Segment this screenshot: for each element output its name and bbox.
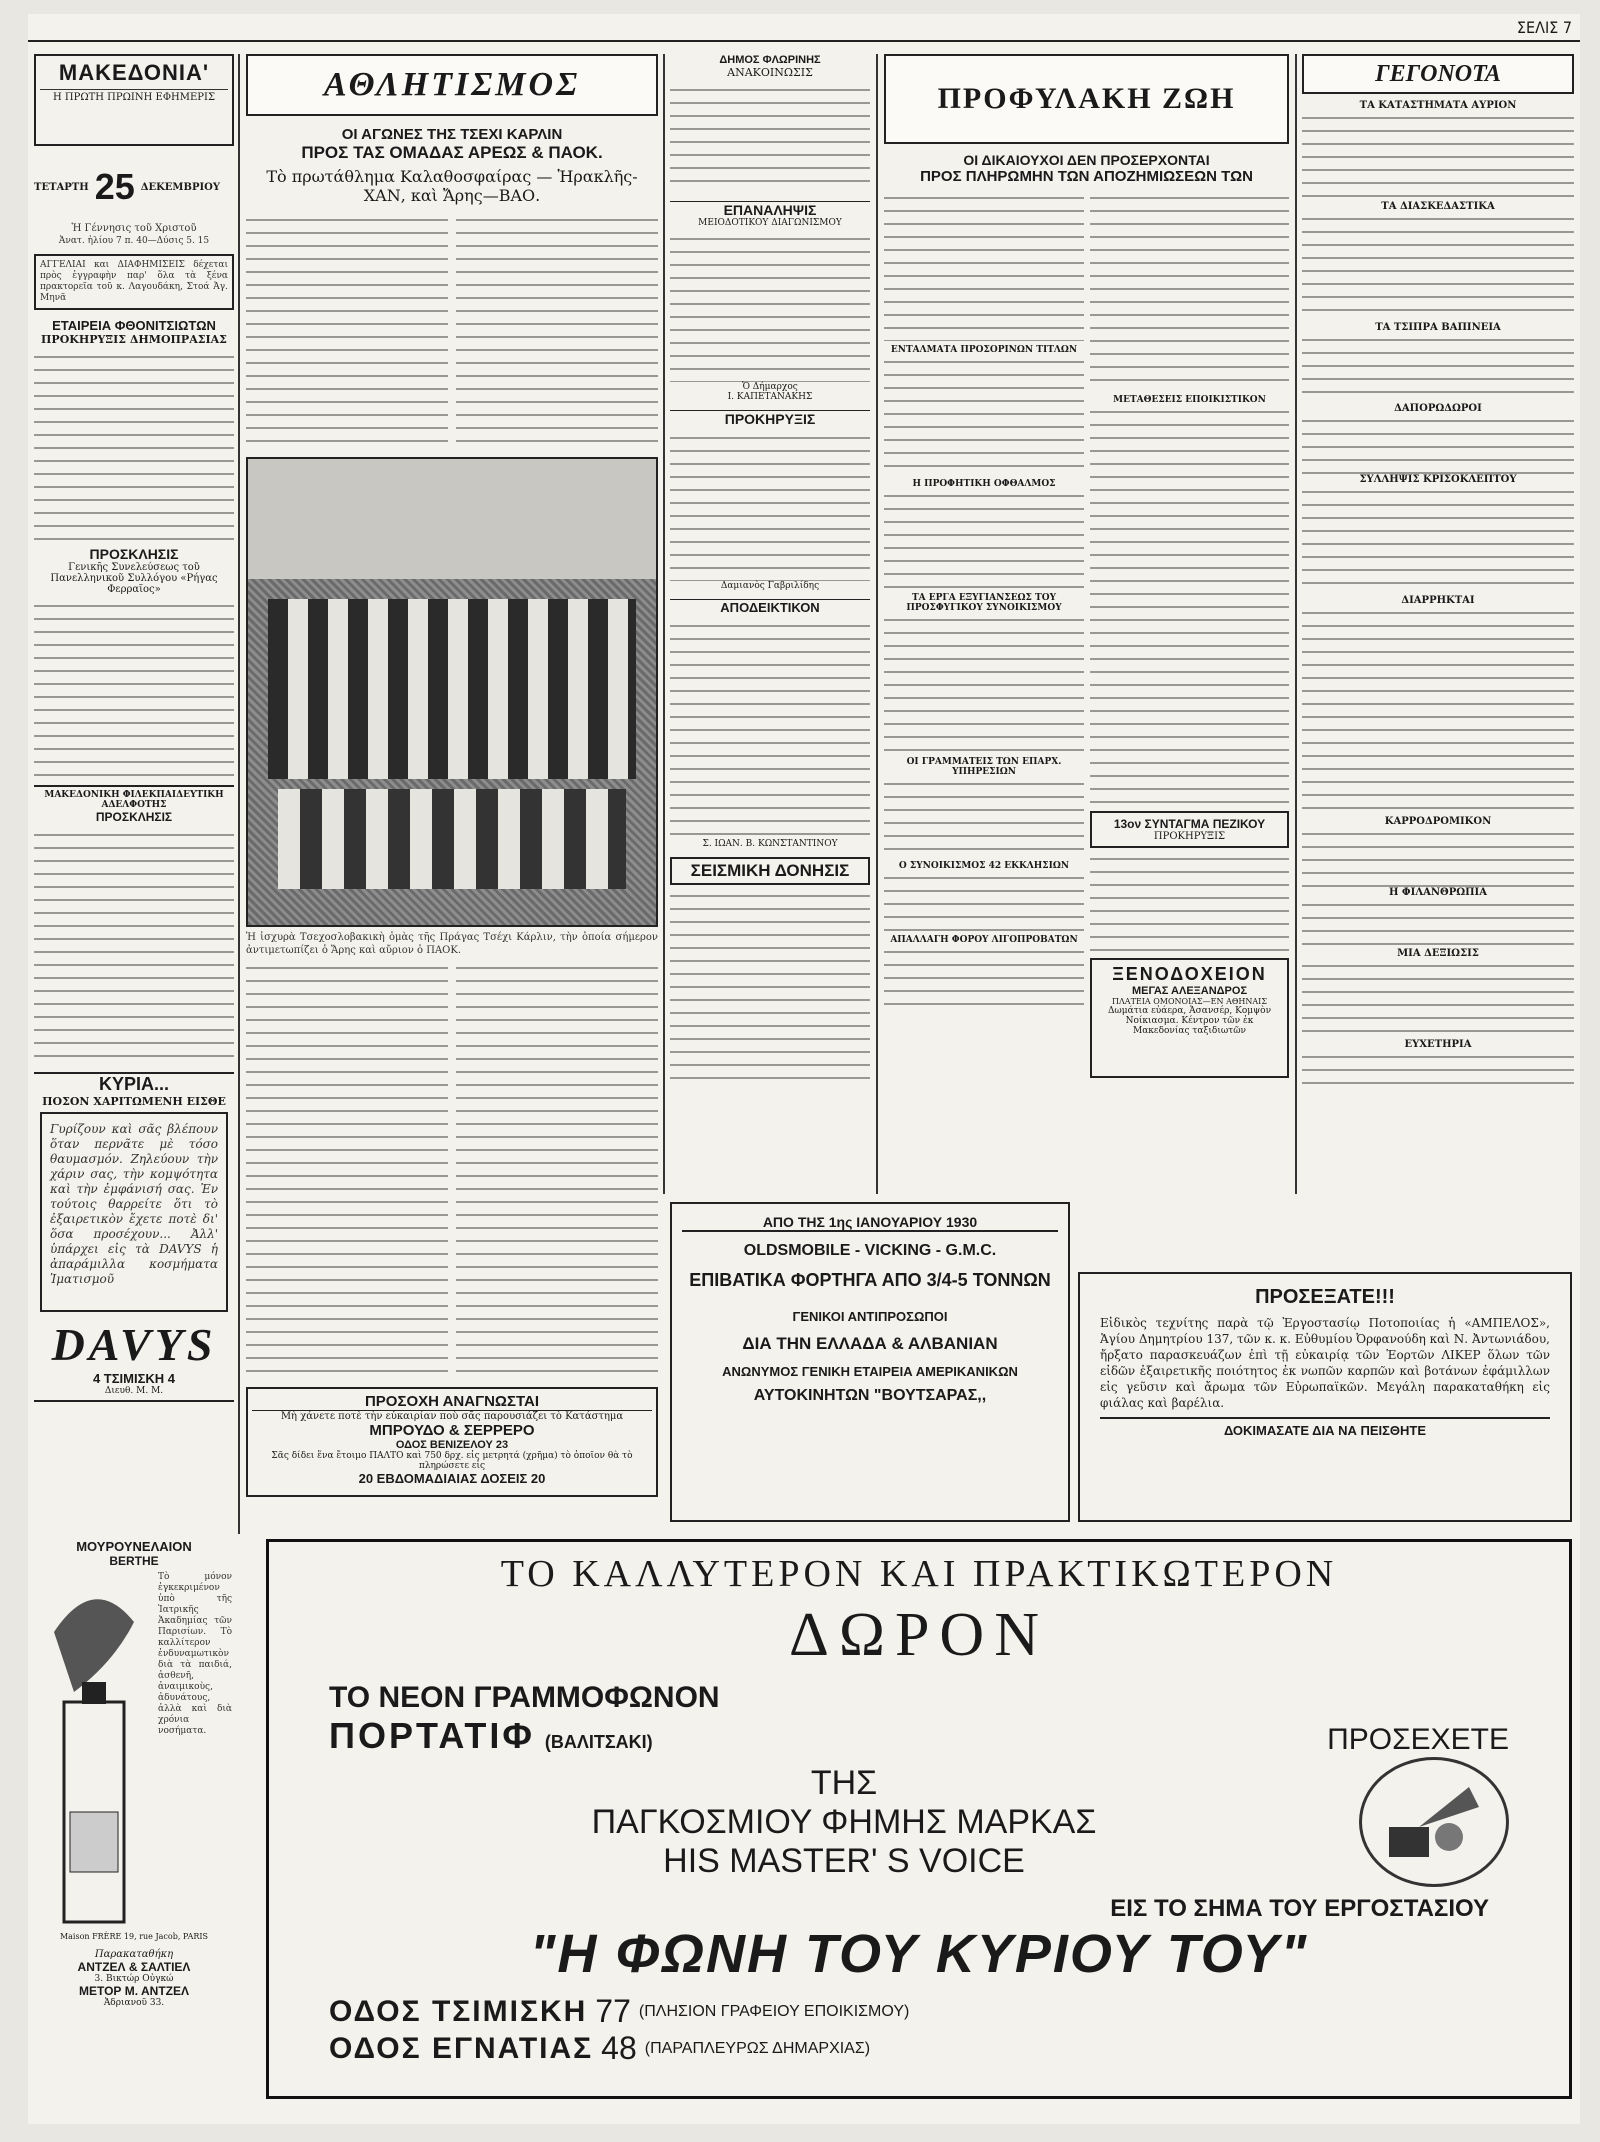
section-heading: ΜΑΚΕΔΟΝΙΚΗ ΦΙΛΕΚΠΑΙΔΕΥΤΙΚΗ ΑΔΕΛΦΟΤΗΣ	[34, 785, 234, 810]
ad-address-1-number: 77	[595, 1993, 631, 2029]
profylaki-banner	[884, 54, 1289, 144]
cars-ad-brands: OLDSMOBILE - VICKING - G.M.C.	[743, 1242, 997, 1259]
article-text	[884, 871, 1084, 931]
signature: Σ. ΙΩΑΝ. Β. ΚΩΝΣΤΑΝΤΙΝΟΥ	[702, 839, 838, 849]
article-text	[884, 489, 1084, 589]
berthe-ad	[34, 1539, 234, 2099]
subheading: ΔΑΠΟΡΩΔΩΡΟΙ	[1394, 403, 1482, 414]
article-text	[1090, 405, 1289, 805]
article-text	[1302, 414, 1574, 474]
subheading: ΔΙΑΡΡΗΚΤΑΙ	[1401, 595, 1475, 606]
ad-portatif: ΠΟΡΤΑΤΙΦ	[329, 1715, 535, 1756]
subheading: ΣΥΛΛΗΨΙΣ ΚΡΙΣΟΚΛΕΠΤΟΥ	[1359, 474, 1517, 485]
hotel-address: ΠΛΑΤΕΙΑ ΟΜΟΝΟΙΑΣ—ΕΝ ΑΘΗΝΑΙΣ	[1112, 997, 1267, 1006]
article-text	[884, 355, 1084, 475]
hotel-ad	[1090, 958, 1289, 1078]
subheading: ΕΝΤΑΛΜΑΤΑ ΠΡΟΣΟΡΙΝΩΝ ΤΙΤΛΩΝ	[890, 345, 1078, 355]
signature: Δαμιανὸς Γαβριλίδης	[720, 581, 820, 591]
subheading: Η ΦΙΛΑΝΘΡΩΠΙΑ	[1389, 887, 1487, 898]
section-subheading: ΠΡΟΣΚΛΗΣΙΣ	[95, 810, 173, 824]
section-heading: ΔΗΜΟΣ ΦΛΩΡΙΝΗΣ	[719, 54, 821, 66]
cars-ad-company-name: ΑΥΤΟΚΙΝΗΤΩΝ "ΒΟΥΤΣΑΡΑΣ,,	[753, 1387, 987, 1404]
section-subheading: Γενικῆς Συνελεύσεως τοῦ Πανελληνικοῦ Συλλόγου «Ρήγας Φερραῖος»	[50, 562, 218, 595]
subheading: ΤΑ ΚΑΤΑΣΤΗΜΑΤΑ ΑΥΡΙΟΝ	[1359, 100, 1517, 111]
article-text	[1090, 852, 1289, 952]
column-5	[1302, 54, 1574, 1090]
berthe-title: ΜΟΥΡΟΥΝΕΛΑΙΟΝ	[76, 1539, 192, 1554]
article-text	[456, 213, 658, 453]
top-rule	[28, 40, 1580, 42]
date-sun: Ἀνατ. ἡλίου 7 π. 40—Δύσις 5. 15	[58, 236, 210, 246]
hmv-logo-icon	[1359, 1757, 1509, 1887]
ad-hmv: HIS MASTER' S VOICE	[663, 1841, 1025, 1880]
article-text	[34, 599, 234, 779]
sports-banner	[246, 54, 658, 116]
column-4	[884, 54, 1289, 1078]
depot-address-1: 3. Βικτώρ Οὐγκώ	[94, 1974, 174, 1984]
gegonota-banner	[1302, 54, 1574, 94]
cars-ad-types: ΕΠΙΒΑΤΙΚΑ ΦΟΡΤΗΓΑ ΑΠΟ 3/4-5 ΤΟΝΝΩΝ	[689, 1270, 1051, 1290]
kyria-heading: ΚΥΡΙΑ...	[34, 1072, 234, 1095]
ad-address-2-number: 48	[601, 2030, 637, 2066]
section-heading: ΣΕΙΣΜΙΚΗ ΔΟΝΗΣΙΣ	[670, 857, 870, 885]
headline: ΠΡΟΣ ΤΑΣ ΟΜΑΔΑΣ ΑΡΕΩΣ & ΠΑΟΚ.	[301, 143, 603, 162]
ad-tagline: ΤΟ ΚΑΛΛΥΤΕΡΟΝ ΚΑΙ ΠΡΑΚΤΙΚΩΤΕΡΟΝ	[500, 1553, 1338, 1595]
section-subheading: ΠΡΟΚΗΡΥΞΙΣ ΔΗΜΟΠΡΑΣΙΑΣ	[41, 333, 227, 346]
liquor-ad	[1078, 1272, 1572, 1522]
cars-ad-reps: ΓΕΝΙΚΟΙ ΑΝΤΙΠΡΟΣΩΠΟΙ	[792, 1309, 948, 1324]
subheading: ΜΙΑ ΔΕΞΙΩΣΙΣ	[1397, 948, 1479, 959]
article-text	[884, 613, 1084, 753]
berthe-text: Τὸ μόνον ἐγκεκριμένον ὑπὸ τῆς Ἰατρικῆς Ἀκαδημίας τῶν Παρισίων. Τὸ καλλίτερον ἐνδυναμωτικὸν διὰ τὰ παιδιά, ἀσθενῆ, ἀναιμικοὺς, ἀδυνάτους, ἀλλὰ καὶ διὰ χρόνια νοσήματα.	[158, 1572, 232, 1736]
davys-address: 4 ΤΣΙΜΙΣΚΗ 4	[92, 1371, 176, 1386]
sports-banner-title: ΑΘΛΗΤΙΣΜΟΣ	[323, 66, 581, 103]
depot-name-2: ΜΕΤΟΡ Μ. ΑΝΤΖΕΛ	[78, 1984, 189, 1998]
column-rule	[1295, 54, 1297, 1194]
article-text	[670, 83, 870, 193]
subheading: Η ΠΡΟΦΗΤΙΚΗ ΟΦΘΑΛΜΟΣ	[912, 479, 1056, 489]
notice-line: Σᾶς δίδει ἕνα ἔτοιμο ΠΑΛΤΟ καὶ 750 δρχ. εἰς μετρητά (χρῆμα) τὸ ὁποῖον θὰ τὸ πληρώσετε εἰς	[271, 1451, 633, 1471]
hotel-name: ΜΕΓΑΣ ΑΛΕΞΑΝΔΡΟΣ	[1131, 985, 1248, 997]
masthead-box	[34, 54, 234, 146]
section-heading: ΕΤΑΙΡΕΙΑ ΦΘΟΝΙΤΣΙΩΤΩΝ	[52, 318, 216, 333]
masthead-title: ΜΑΚΕΔΟΝΙΑ'	[58, 60, 210, 85]
column-rule	[876, 54, 878, 1194]
article-text	[1302, 827, 1574, 887]
choir-subtitle: ΠΡΟΚΗΡΥΞΙΣ	[1153, 831, 1226, 842]
depot-name-1: ΑΝΤΖΕΛ & ΣΑΛΤΙΕΛ	[77, 1960, 191, 1974]
article-text	[1302, 959, 1574, 1039]
fish-bottle-icon	[34, 1572, 154, 1932]
notice-address: ΟΔΟΣ ΒΕΝΙΖΕΛΟΥ 23	[395, 1439, 509, 1451]
article-text	[246, 213, 448, 453]
article-text	[246, 961, 448, 1381]
date-feast: Ἡ Γέννησις τοῦ Χριστοῦ	[71, 223, 197, 234]
notice-title: ΠΡΟΣΟΧΗ ΑΝΑΓΝΩΣΤΑΙ	[252, 1393, 652, 1411]
article-text	[1302, 111, 1574, 201]
choir-title: 13ον ΣΥΝΤΑΓΜΑ ΠΕΖΙΚΟΥ	[1113, 817, 1266, 831]
depot-address-2: Ἀδριανοῦ 33.	[103, 1998, 165, 2008]
subheading: Ο ΣΥΝΟΙΚΙΣΜΟΣ 42 ΕΚΚΛΗΣΙΩΝ	[898, 861, 1070, 871]
section-heading: ΕΠΑΝΑΛΗΨΙΣ	[670, 201, 870, 218]
team-photo	[246, 457, 658, 927]
gegonota-title: ΓΕΓΟΝΟΤΑ	[1375, 60, 1501, 87]
section-heading: ΑΠΟΔΕΙΚΤΙΚΟΝ	[670, 599, 870, 615]
article-text	[670, 619, 870, 839]
profylaki-title: ΠΡΟΦΥΛΑΚΗ ΖΩΗ	[937, 82, 1236, 115]
section-heading: ΠΡΟΣΚΛΗΣΙΣ	[89, 546, 179, 562]
article-text	[1302, 606, 1574, 816]
newspaper-page	[28, 14, 1580, 2124]
liquor-ad-title: ΠΡΟΣΕΞΑΤΕ!!!	[1255, 1286, 1395, 1308]
ad-tis: ΤΗΣ	[810, 1763, 878, 1802]
article-text	[884, 191, 1084, 341]
gramophone-ad	[266, 1539, 1572, 2099]
article-text	[1090, 191, 1289, 391]
kyria-subheading: ΠΟΣΟΝ ΧΑΡΙΤΩΜΕΝΗ ΕΙΣΘΕ	[42, 1095, 226, 1108]
article-text	[670, 889, 870, 1089]
date-day: 25	[94, 166, 135, 207]
article-text	[670, 232, 870, 382]
cars-ad-region: ΔΙΑ ΤΗΝ ΕΛΛΑΔΑ & ΑΛΒΑΝΙΑΝ	[742, 1334, 998, 1353]
photo-caption: Ἡ ἰσχυρὰ Τσεχοσλοβακικὴ ὁμὰς τῆς Πράγας Τσέχι Κάρλιν, τὴν ὁποία σήμερον ἀντιμετωπίζει ὁ Ἄρης καὶ αὔριον ὁ ΠΑΟΚ.	[246, 932, 658, 956]
ad-valitsaki: (ΒΑΛΙΤΣΑΚΙ)	[544, 1732, 653, 1752]
signature: Ι. ΚΑΠΕΤΑΝΑΚΗΣ	[727, 392, 813, 402]
article-text	[884, 945, 1084, 1005]
subheading: ΤΑ ΤΣΙΠΡΑ ΒΑΠΙΝΕΙΑ	[1375, 322, 1501, 333]
berthe-maker: Maison FRÈRE 19, rue Jacob, PARIS	[59, 1932, 209, 1941]
article-text	[34, 828, 234, 1068]
ad-address-2-note: (ΠΑΡΑΠΛΕΥΡΩΣ ΔΗΜΑΡΧΙΑΣ)	[644, 2039, 871, 2057]
ad-pagkosmiou: ΠΑΓΚΟΣΜΙΟΥ ΦΗΜΗΣ ΜΑΡΚΑΣ	[591, 1802, 1097, 1841]
column-rule	[238, 54, 240, 1534]
headline: ΟΙ ΑΓΩΝΕΣ ΤΗΣ ΤΣΕΧΙ ΚΑΡΛΙΝ	[341, 126, 563, 143]
kyria-text: Γυρίζουν καὶ σᾶς βλέπουν ὅταν περνᾶτε μὲ τόσο θαυμασμόν. Ζηλεύουν τὴν χάριν σας, τὴν κομψότητα καὶ τὴν ἐμφάνισή σας. Ἐν τούτοις θαρρείτε ὅτι τὸ ἐξαιρετικὸν ἔχετε ποτὲ δι' ὅσα προσέχουν... Ἀλλ' ὑπάρχει εἰς τὰ DAVYS ἡ ἀπαράμιλλα κοσμήματα Ἰματισμοῦ	[40, 1112, 228, 1312]
headline: ΟΙ ΔΙΚΑΙΟΥΧΟΙ ΔΕΝ ΠΡΟΣΕΡΧΟΝΤΑΙ	[963, 152, 1210, 168]
cars-ad-date: ΑΠΟ ΤΗΣ 1ης ΙΑΝΟΥΑΡΙΟΥ 1930	[682, 1214, 1058, 1232]
article-text	[1302, 485, 1574, 595]
column-3	[670, 54, 870, 1089]
hotel-text: Δωμάτια εὐάερα, Ἀσανσέρ, Κομψὸν Νοίκιασμα. Κέντρον τῶν ἐκ Μακεδονίας ταξιδιωτῶν	[1107, 1006, 1272, 1036]
liquor-ad-text: Εἰδικὸς τεχνίτης παρὰ τῷ Ἐργοστασίῳ Ποτοποιίας ἡ «ΑΜΠΕΛΟΣ», Ἁγίου Δημητρίου 137, τῶν κ. κ. Εὐθυμίου Ὀρφανούδη καὶ Ν. Ἀντωνιάδου, ἤρξατο παρασκευάζων ἐπὶ τῇ εὐκαιρίᾳ τῶν Ἑορτῶν ΛΙΚΕΡ ὅλων τῶν εἰδῶν ἐξαιρετικῆς ποιότητος ἐκ νωπῶν καρπῶν καὶ βοτάνων ἐφάμιλλων εἰς γεῦσιν καὶ ἄρωμα τῶν Εὐρωπαϊκῶν. Μεγάλη παρακαταθήκη εἰς φιάλας καὶ βαρέλια.	[1100, 1316, 1550, 1410]
liquor-ad-cta: ΔΟΚΙΜΑΣΑΤΕ ΔΙΑ ΝΑ ΠΕΙΣΘΗΤΕ	[1100, 1417, 1550, 1438]
column-rule	[663, 54, 665, 1194]
ad-doron: ΔΩΡΟΝ	[789, 1601, 1049, 1669]
ad-address-1: ΟΔΟΣ ΤΣΙΜΙΣΚΗ	[329, 1994, 588, 2028]
subheading: ΚΑΡΡΟΔΡΟΜΙΚΟΝ	[1384, 816, 1492, 827]
subheading: ΜΕΤΑΘΕΣΕΙΣ ΕΠΟΙΚΙΣΤΙΚΟΝ	[1113, 395, 1266, 405]
notice-brand: ΜΠΡΟΥΔΟ & ΣΕΡΡΕΡΟ	[369, 1422, 535, 1439]
masthead-subtitle: Η ΠΡΩΤΗ ΠΡΩΙΝΗ ΕΦΗΜΕΡΙΣ	[40, 89, 228, 103]
subheading: ΕΥΧΕΤΗΡΙΑ	[1404, 1039, 1472, 1050]
cars-ad-company: ΑΝΩΝΥΜΟΣ ΓΕΝΙΚΗ ΕΤΑΙΡΕΙΑ ΑΜΕΡΙΚΑΝΙΚΩΝ	[722, 1364, 1018, 1379]
hotel-title: ΞΕΝΟΔΟΧΕΙΟΝ	[1112, 964, 1267, 984]
notice-installments: 20 ΕΒΔΟΜΑΔΙΑΙΑΣ ΔΟΣΕΙΣ 20	[358, 1471, 546, 1486]
choir-box	[1090, 811, 1289, 848]
column-2	[246, 54, 658, 1497]
ads-notice: ΑΓΓΕΛΙΑΙ και ΔΙΑΦΗΜΙΣΕΙΣ δέχεται πρὸς ἐγγραφὴν παρ' ὅλα τὰ ξένα πρακτορεῖα τοῦ κ. Λαγουδάκη, Στοά Ἀγ. Μηνᾶ	[34, 254, 234, 310]
subheading: ΤΑ ΔΙΑΣΚΕΔΑΣΤΙΚΑ	[1381, 201, 1495, 212]
ad-foni: "Η ΦΩΝΗ ΤΟΥ ΚΥΡΙΟΥ ΤΟΥ"	[529, 1924, 1309, 1984]
section-heading: ΠΡΟΚΗΡΥΞΙΣ	[670, 410, 870, 427]
date-block	[34, 152, 234, 222]
article-text	[1302, 898, 1574, 948]
ad-prosexete: ΠΡΟΣΕΧΕΤΕ	[1327, 1723, 1509, 1756]
bottle-illustration	[34, 1572, 154, 1932]
ad-neon: ΤΟ ΝΕΟΝ ΓΡΑΜΜΟΦΩΝΟΝ	[329, 1681, 720, 1714]
article-text	[456, 961, 658, 1381]
davys-logo: DAVYS	[51, 1319, 217, 1370]
article-text	[884, 777, 1084, 857]
subheading: ΟΙ ΓΡΑΜΜΑΤΕΙΣ ΤΩΝ ΕΠΑΡΧ. ΥΠΗΡΕΣΙΩΝ	[906, 757, 1062, 777]
article-text	[34, 350, 234, 540]
signature: Ὁ Δήμαρχος	[742, 382, 798, 392]
subheading: ΤΑ ΕΡΓΑ ΕΞΥΓΙΑΝΣΕΩΣ ΤΟΥ ΠΡΟΣΦΥΓΙΚΟΥ ΣΥΝΟΙΚΙΣΜΟΥ	[906, 593, 1062, 613]
date-weekday: ΤΕΤΑΡΤΗ	[34, 181, 89, 193]
article-text	[1302, 212, 1574, 322]
headline: ΠΡΟΣ ΠΛΗΡΩΜΗΝ ΤΩΝ ΑΠΟΖΗΜΙΩΣΕΩΝ ΤΩΝ	[920, 168, 1253, 185]
dog-gramophone-icon	[1379, 1777, 1489, 1867]
cars-ad	[670, 1202, 1070, 1522]
section-subheading: ΜΕΙΟΔΟΤΙΚΟΥ ΔΙΑΓΩΝΙΣΜΟΥ	[698, 218, 842, 228]
notice-line: Μὴ χάνετε ποτὲ τὴν εὐκαιρίαν ποὺ σᾶς παρουσιάζει τὸ Κατάστημα	[280, 1411, 624, 1422]
headline-deck: Τὸ πρωτάθλημα Καλαθοσφαίρας — Ἡρακλῆς-ΧΑΝ, καὶ Ἄρης—ΒΑΟ.	[266, 167, 638, 205]
notice-box	[246, 1387, 658, 1497]
section-subheading: ΑΝΑΚΟΙΝΩΣΙΣ	[727, 66, 813, 79]
article-text	[1302, 1050, 1574, 1090]
berthe-brand: BERTHE	[109, 1554, 159, 1568]
article-text	[670, 431, 870, 581]
ad-eis-to: ΕΙΣ ΤΟ ΣΗΜΑ ΤΟΥ ΕΡΓΟΣΤΑΣΙΟΥ	[1110, 1895, 1489, 1922]
subheading: ΑΠΑΛΛΑΓΗ ΦΟΡΟΥ ΛΙΓΟΠΡΟΒΑΤΩΝ	[890, 935, 1078, 945]
page-number: ΣΕΛΙΣ 7	[1516, 18, 1572, 37]
column-1	[34, 54, 234, 1402]
ad-address-2: ΟΔΟΣ ΕΓΝΑΤΙΑΣ	[329, 2031, 594, 2065]
article-text	[1302, 333, 1574, 403]
davys-director: Διευθ. Μ. Μ.	[34, 1386, 234, 1402]
date-month: ΔΕΚΕΜΒΡΙΟΥ	[140, 181, 220, 193]
ad-address-1-note: (ΠΛΗΣΙΟΝ ΓΡΑΦΕΙΟΥ ΕΠΟΙΚΙΣΜΟΥ)	[638, 2002, 910, 2020]
depot-title: Παρακαταθήκη	[94, 1949, 174, 1960]
